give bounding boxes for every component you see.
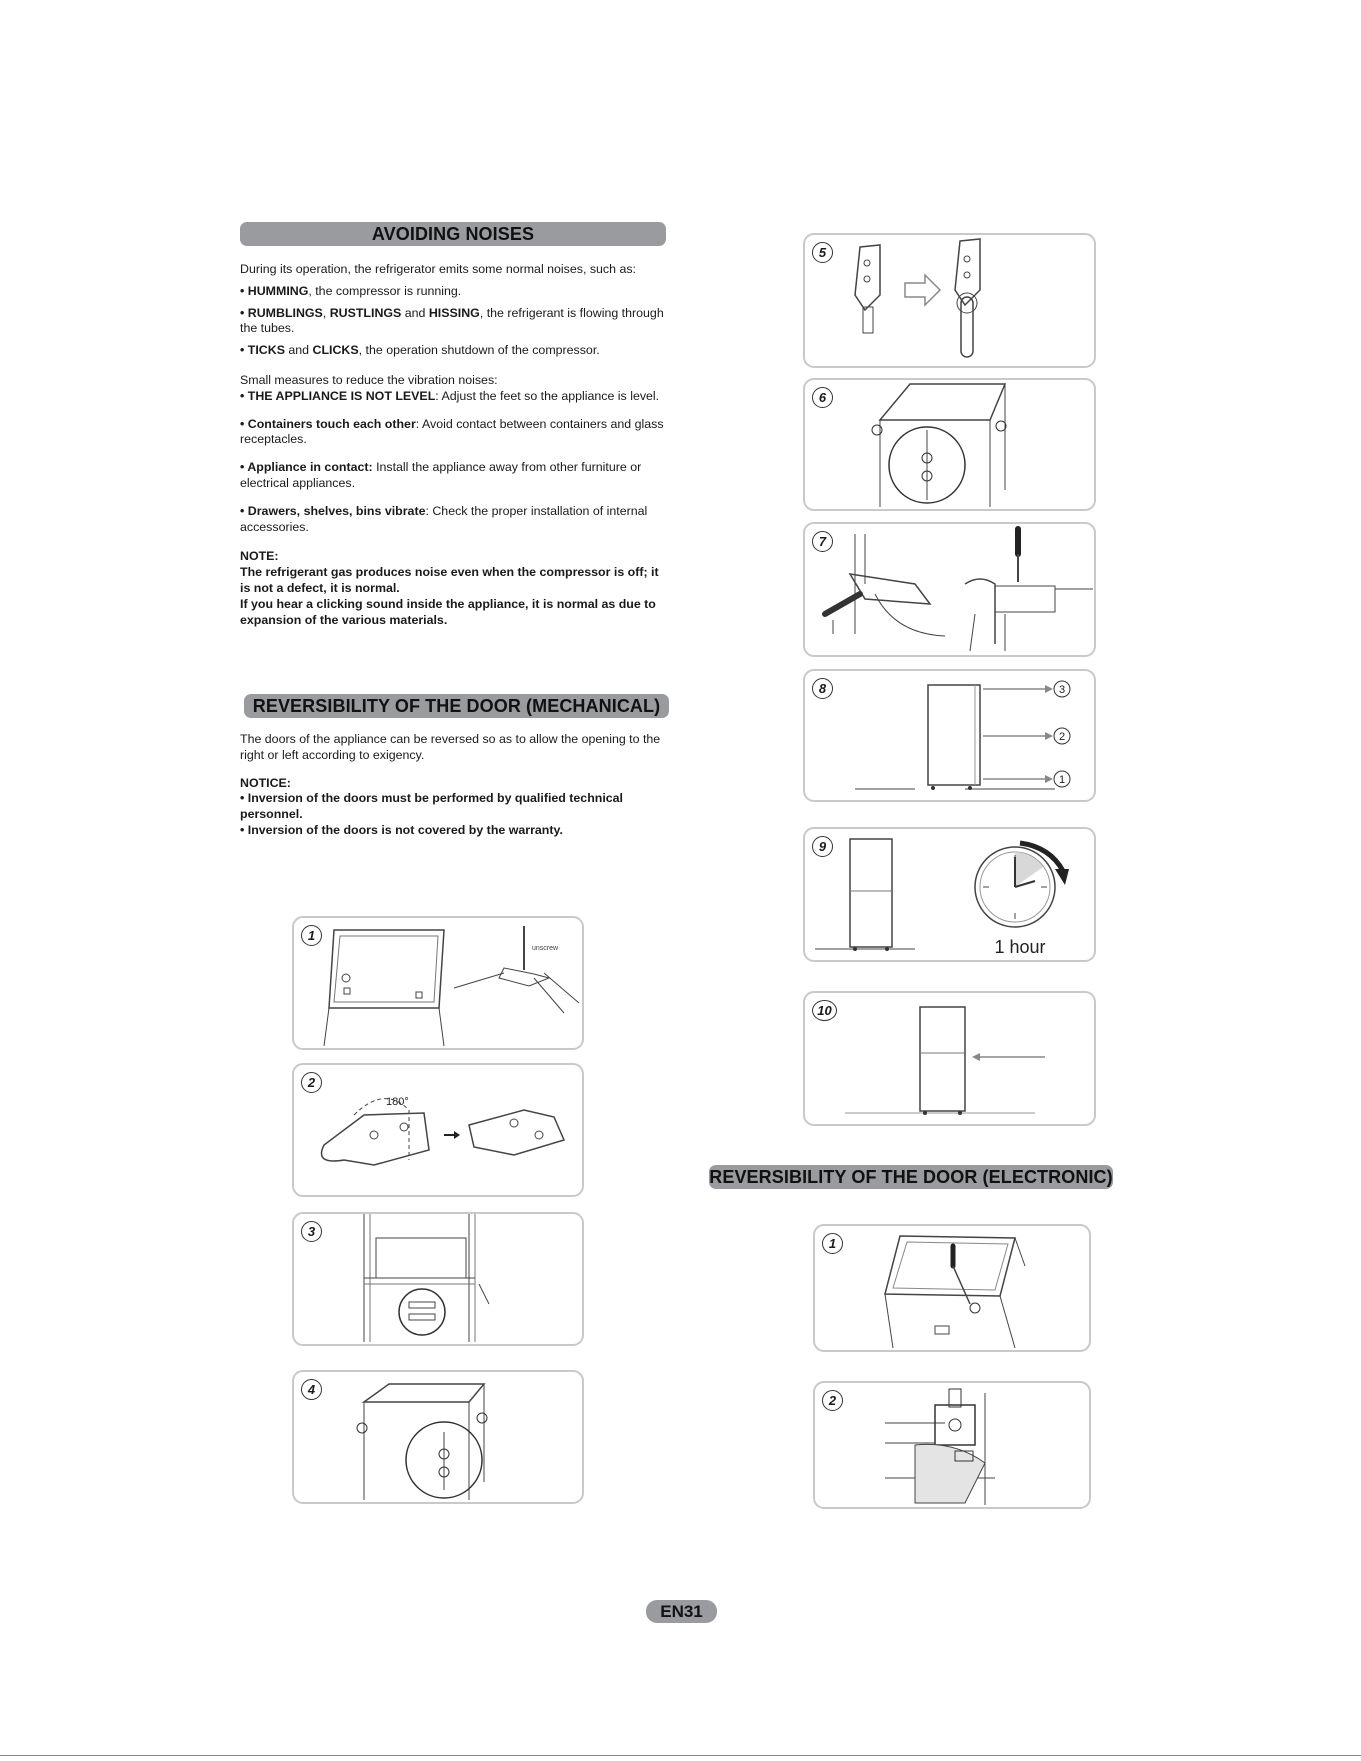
circle-3-label: 3 bbox=[1058, 684, 1066, 696]
measure-containers: • Containers touch each other: Avoid contact between containers and glass receptacles. bbox=[240, 416, 664, 447]
mech-step-4-panel bbox=[292, 1370, 584, 1504]
avoiding-noises-text bbox=[240, 262, 668, 628]
notice-title: NOTICE: bbox=[240, 775, 291, 790]
step-badge: 1 bbox=[822, 1233, 843, 1254]
unscrew-label: unscrew bbox=[532, 945, 559, 952]
step-5-illustration bbox=[805, 235, 1094, 366]
note-title: NOTE: bbox=[240, 549, 279, 564]
step-badge: 2 bbox=[301, 1072, 322, 1093]
elec-step-2-panel bbox=[813, 1381, 1091, 1509]
mech-step-3-panel bbox=[292, 1212, 584, 1346]
step-8-illustration bbox=[805, 671, 1094, 800]
step-7-illustration bbox=[805, 524, 1094, 655]
elec-step-1-panel bbox=[813, 1224, 1091, 1352]
circle-1-label: 1 bbox=[1058, 774, 1066, 786]
one-hour-label: 1 hour bbox=[994, 937, 1046, 957]
mech-step-10-panel bbox=[803, 991, 1096, 1126]
avoiding-noises-header: AVOIDING NOISES bbox=[240, 222, 666, 246]
step-badge: 5 bbox=[812, 242, 833, 263]
step-badge: 7 bbox=[812, 531, 833, 552]
mech-step-7-panel bbox=[803, 522, 1096, 657]
mech-step-8-panel bbox=[803, 669, 1096, 802]
page-number: EN31 bbox=[646, 1600, 717, 1623]
electronic-header: REVERSIBILITY OF THE DOOR (ELECTRONIC) bbox=[709, 1167, 1113, 1187]
elec-step-2-illustration bbox=[815, 1383, 1089, 1507]
step-badge: 4 bbox=[301, 1379, 322, 1400]
mech-step-6-panel bbox=[803, 378, 1096, 511]
step-badge: 2 bbox=[822, 1390, 843, 1411]
mechanical-header: REVERSIBILITY OF THE DOOR (MECHANICAL) bbox=[244, 694, 669, 718]
mechanical-text bbox=[240, 732, 670, 839]
noise-ticks: • TICKS and CLICKS, the operation shutdown of the compressor. bbox=[240, 343, 600, 358]
step-2-illustration bbox=[294, 1065, 582, 1195]
mech-step-2-panel bbox=[292, 1063, 584, 1197]
notice-1: • Inversion of the doors must be performed by qualified technical personnel. bbox=[240, 791, 624, 822]
mech-step-5-panel bbox=[803, 233, 1096, 368]
step-badge: 1 bbox=[301, 925, 322, 946]
notice-2: • Inversion of the doors is not covered by the warranty. bbox=[240, 822, 563, 837]
deg180-label: 180° bbox=[386, 1096, 409, 1108]
note-2: If you hear a clicking sound inside the appliance, it is normal as due to expansion of the various materials. bbox=[240, 596, 656, 627]
measure-drawers: • Drawers, shelves, bins vibrate: Check the proper installation of internal accessories. bbox=[240, 503, 648, 534]
noise-humming: • HUMMING, the compressor is running. bbox=[240, 283, 462, 298]
elec-step-1-illustration bbox=[815, 1226, 1089, 1350]
step-6-illustration bbox=[805, 380, 1094, 509]
mech-step-9-panel bbox=[803, 827, 1096, 962]
measures-intro: Small measures to reduce the vibration noises: bbox=[240, 372, 498, 387]
step-10-illustration bbox=[805, 993, 1094, 1124]
step-badge: 3 bbox=[301, 1221, 322, 1242]
noises-intro: During its operation, the refrigerator emits some normal noises, such as: bbox=[240, 262, 636, 276]
step-badge: 8 bbox=[812, 678, 833, 699]
measure-level: • THE APPLIANCE IS NOT LEVEL: Adjust the feet so the appliance is level. bbox=[240, 388, 660, 403]
bottom-divider bbox=[0, 1755, 1361, 1756]
mechanical-intro: The doors of the appliance can be reversed so as to allow the opening to the right or left according to exigency. bbox=[240, 732, 661, 762]
step-badge: 6 bbox=[812, 387, 833, 408]
step-4-illustration bbox=[294, 1372, 582, 1502]
mech-step-1-panel bbox=[292, 916, 584, 1050]
step-badge: 9 bbox=[812, 836, 833, 857]
step-1-illustration bbox=[294, 918, 582, 1048]
note-1: The refrigerant gas produces noise even when the compressor is off; it is not a defect, it is normal. bbox=[240, 565, 659, 595]
measure-contact: • Appliance in contact: Install the appliance away from other furniture or electrical appliances. bbox=[240, 460, 642, 490]
step-3-illustration bbox=[294, 1214, 582, 1344]
step-9-illustration bbox=[805, 829, 1094, 960]
noise-rumblings: • RUMBLINGS, RUSTLINGS and HISSING, the refrigerant is flowing through the tubes. bbox=[240, 305, 664, 336]
step-badge: 10 bbox=[812, 1000, 837, 1021]
circle-2-label: 2 bbox=[1058, 731, 1066, 743]
